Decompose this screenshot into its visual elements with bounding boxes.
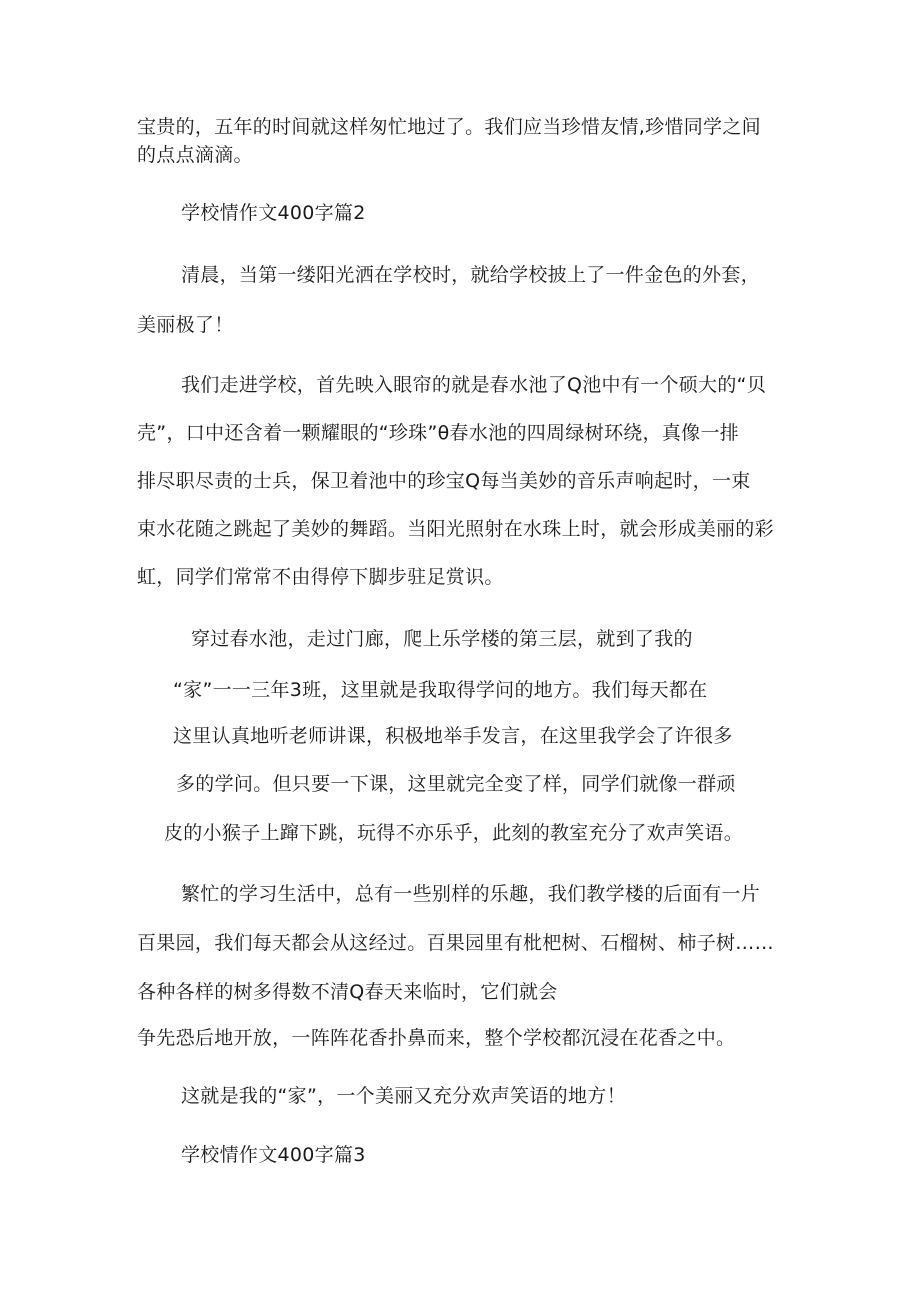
para-4-line-4: 争先恐后地开放，一阵阵花香扑鼻而来，整个学校都沉浸在花香之中。: [137, 1027, 736, 1049]
para-3-line-5: 皮的小猴子上蹿下跳，玩得不亦乐乎，此刻的教室充分了欢声笑语。: [164, 822, 744, 844]
intro-line-1: 宝贵的，五年的时间就这样匆忙地过了。我们应当珍惜友情,珍惜同学之间: [137, 116, 761, 138]
para-3-line-1: 穿过春水池，走过门廊，爬上乐学楼的第三层，就到了我的: [191, 628, 693, 650]
para-3-line-3: 这里认真地听老师讲课，积极地举手发言，在这里我学会了许很多: [173, 725, 733, 747]
intro-line-2: 的点点滴滴。: [137, 144, 253, 166]
para-1-line-1: 清晨，当第一缕阳光洒在学校时，就给学校披上了一件金色的外套，: [181, 264, 761, 286]
para-2-line-3: 排尽职尽责的士兵，保卫着池中的珍宝Q每当美妙的音乐声响起时，一束: [137, 470, 751, 492]
para-3-line-2: “家”一一三年3班，这里就是我取得学问的地方。我们每天都在: [173, 679, 708, 701]
para-4-line-1: 繁忙的学习生活中，总有一些别样的乐趣，我们教学楼的后面有一片: [181, 883, 761, 905]
para-1-line-2: 美丽极了！: [137, 314, 234, 336]
para-4-line-2: 百果园，我们每天都会从这经过。百果园里有枇杷树、石榴树、柿子树……: [137, 932, 774, 954]
para-2-line-5: 虹，同学们常常不由得停下脚步驻足赏识。: [137, 566, 504, 588]
section-heading-2: 学校情作文400字篇2: [181, 202, 366, 224]
para-2-line-1: 我们走进学校，首先映入眼帘的就是春水池了Q池中有一个硕大的“贝: [181, 374, 767, 396]
para-2-line-2: 壳”，口中还含着一颗耀眼的“珍珠”θ春水池的四周绿树环绕，真像一排: [137, 422, 740, 444]
para-4-line-3: 各种各样的树多得数不清Q春天来临时，它们就会: [137, 981, 558, 1003]
para-2-line-4: 束水花随之跳起了美妙的舞蹈。当阳光照射在水珠上时，就会形成美丽的彩: [137, 518, 774, 540]
para-5-line-1: 这就是我的“家”，一个美丽又充分欢声笑语的地方！: [181, 1085, 626, 1107]
section-heading-3: 学校情作文400字篇3: [181, 1144, 366, 1166]
para-3-line-4: 多的学问。但只要一下课，这里就完全变了样，同学们就像一群顽: [176, 773, 736, 795]
